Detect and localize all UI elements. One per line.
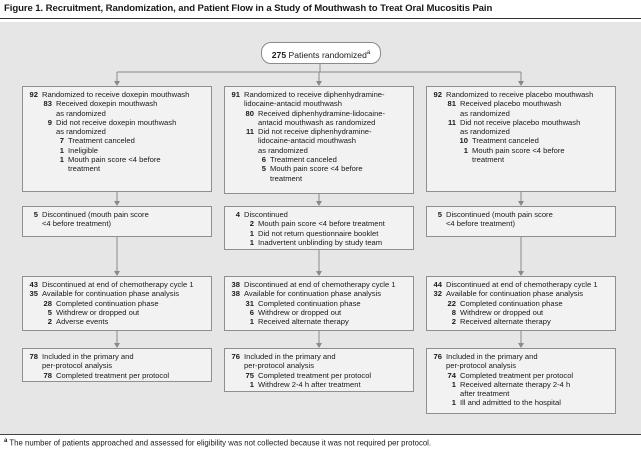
line-count: 91	[231, 90, 240, 99]
line-text: Mouth pain score <4 before	[472, 145, 565, 155]
line-text: Randomized to receive doxepin mouthwash	[42, 90, 190, 99]
box-line	[229, 99, 409, 108]
line-count: 80	[245, 108, 254, 118]
box-line	[431, 299, 611, 308]
box-line	[27, 371, 207, 380]
line-text: Completed treatment per protocol	[56, 370, 170, 380]
box-line	[229, 219, 409, 228]
box-line	[27, 352, 207, 361]
line-count: 10	[459, 136, 468, 146]
line-count: 2	[249, 219, 254, 229]
box-line	[431, 289, 611, 298]
box-discontinued-col1	[22, 206, 212, 237]
box-line	[431, 317, 611, 326]
line-text: treatment	[68, 164, 101, 174]
box-analysis-col2	[224, 348, 414, 392]
line-text: Available for continuation phase analysis	[244, 289, 382, 299]
line-count: 78	[29, 352, 38, 361]
line-count: 76	[231, 352, 240, 361]
box-line	[431, 380, 611, 389]
line-text: Completed continuation phase	[460, 298, 563, 308]
line-count: 2	[451, 317, 456, 327]
bottom-rule	[0, 434, 641, 435]
line-text: after treatment	[460, 389, 510, 399]
line-count: 38	[231, 289, 240, 299]
root-footnote-mark: a	[366, 50, 371, 56]
box-cycle-col3	[426, 276, 616, 331]
footnote-mark: a	[4, 438, 8, 444]
box-line	[27, 136, 207, 145]
box-line	[229, 174, 409, 183]
line-text: Ineligible	[68, 145, 98, 155]
line-count: 74	[447, 370, 456, 380]
line-count: 1	[249, 228, 254, 238]
line-count: 75	[245, 370, 254, 380]
line-text: Received alternate therapy 2-4 h	[460, 379, 571, 389]
box-line	[229, 299, 409, 308]
box-analysis-col1	[22, 348, 212, 382]
box-randomized-col3	[426, 86, 616, 192]
line-text: as randomized	[56, 127, 106, 137]
root-label: Patients randomized	[288, 49, 367, 60]
line-text: Did not receive placebo mouthwash	[460, 117, 581, 127]
line-count: 38	[231, 280, 240, 289]
box-line	[431, 146, 611, 155]
line-count: 78	[43, 370, 52, 380]
line-text: treatment	[472, 155, 505, 165]
box-line	[229, 317, 409, 326]
line-text: Available for continuation phase analysis	[446, 289, 584, 299]
line-count: 6	[249, 307, 254, 317]
line-text: Mouth pain score <4 before	[270, 164, 363, 174]
box-line	[229, 136, 409, 145]
box-cycle-col2	[224, 276, 414, 331]
line-text: as randomized	[460, 127, 510, 137]
line-count: 7	[59, 136, 64, 146]
line-text: per-protocol analysis	[42, 361, 113, 371]
box-discontinued-col3	[426, 206, 616, 237]
box-discontinued-col2	[224, 206, 414, 250]
line-text: Available for continuation phase analysis	[42, 289, 180, 299]
box-line	[431, 398, 611, 407]
line-text: Received placebo mouthwash	[460, 99, 562, 109]
line-text: as randomized	[258, 145, 308, 155]
box-line	[27, 127, 207, 136]
line-text: antacid mouthwash as randomized	[258, 117, 376, 127]
box-line	[229, 118, 409, 127]
box-line	[229, 238, 409, 247]
box-line	[431, 308, 611, 317]
box-line	[27, 109, 207, 118]
line-text: Inadvertent unblinding by study team	[258, 237, 383, 247]
line-count: 5	[47, 307, 52, 317]
line-text: Completed continuation phase	[258, 298, 361, 308]
line-count: 5	[33, 210, 38, 219]
line-count: 92	[433, 90, 442, 99]
line-text: lidocaine-antacid mouthwash	[258, 136, 356, 146]
line-text: Treatment canceled	[472, 136, 539, 146]
line-count: 1	[451, 398, 456, 408]
line-text: Discontinued at end of chemotherapy cycle 1	[446, 280, 598, 289]
box-line	[229, 109, 409, 118]
line-count: 76	[433, 352, 442, 361]
box-line	[229, 380, 409, 389]
line-count: 9	[47, 117, 52, 127]
box-line	[431, 90, 611, 99]
line-count: 83	[43, 99, 52, 109]
box-line	[27, 361, 207, 370]
line-count: 32	[433, 289, 442, 299]
line-text: Discontinued	[244, 210, 288, 219]
box-analysis-col3	[426, 348, 616, 414]
box-line	[27, 280, 207, 289]
box-line	[27, 99, 207, 108]
box-line	[431, 136, 611, 145]
footnote	[4, 438, 638, 448]
line-text: Discontinued at end of chemotherapy cycle 1	[244, 280, 396, 289]
box-cycle-col1	[22, 276, 212, 331]
box-line	[27, 317, 207, 326]
line-text: Did not return questionnaire booklet	[258, 228, 379, 238]
box-line	[431, 210, 611, 219]
box-line	[27, 308, 207, 317]
box-line	[229, 308, 409, 317]
box-line	[431, 155, 611, 164]
box-line	[229, 210, 409, 219]
line-text: Adverse events	[56, 317, 109, 327]
box-line	[229, 155, 409, 164]
line-text: as randomized	[56, 108, 106, 118]
figure-title: Figure 1. Recruitment, Randomization, and Patient Flow in a Study of Mouthwash to Treat Oral Mucositis Pain	[4, 3, 493, 14]
line-count: 28	[43, 298, 52, 308]
line-count: 1	[463, 145, 468, 155]
box-line	[27, 210, 207, 219]
box-line	[229, 127, 409, 136]
box-line	[229, 280, 409, 289]
root-node-randomized	[261, 42, 381, 64]
box-line	[27, 90, 207, 99]
line-text: Received doxepin mouthwash	[56, 99, 158, 109]
line-count: 11	[245, 127, 254, 137]
line-text: Did not receive doxepin mouthwash	[56, 117, 177, 127]
line-text: <4 before treatment)	[446, 219, 516, 229]
line-count: 92	[29, 90, 38, 99]
box-line	[27, 299, 207, 308]
box-line	[229, 371, 409, 380]
box-line	[27, 118, 207, 127]
box-randomized-col2	[224, 86, 414, 194]
line-text: Received diphenhydramine-lidocaine-	[258, 108, 386, 118]
box-line	[229, 352, 409, 361]
box-line	[27, 289, 207, 298]
line-count: 22	[447, 298, 456, 308]
line-count: 2	[47, 317, 52, 327]
line-count: 1	[249, 317, 254, 327]
box-line	[431, 99, 611, 108]
line-text: Received alternate therapy	[258, 317, 349, 327]
line-count: 6	[261, 155, 266, 165]
line-text: Mouth pain score <4 before treatment	[258, 219, 385, 229]
line-text: Included in the primary and	[446, 352, 538, 361]
line-count: 35	[29, 289, 38, 299]
box-line	[431, 280, 611, 289]
box-line	[27, 164, 207, 173]
line-count: 43	[29, 280, 38, 289]
line-count: 1	[59, 145, 64, 155]
line-text: Discontinued (mouth pain score	[42, 210, 149, 219]
line-text: per-protocol analysis	[446, 361, 517, 371]
line-text: <4 before treatment)	[42, 219, 112, 229]
line-count: 81	[447, 99, 456, 109]
line-text: Included in the primary and	[42, 352, 134, 361]
box-randomized-col1	[22, 86, 212, 192]
root-count: 275	[271, 49, 287, 60]
line-text: treatment	[270, 173, 303, 183]
line-text: Completed continuation phase	[56, 298, 159, 308]
box-line	[431, 352, 611, 361]
box-line	[27, 146, 207, 155]
line-text: Discontinued at end of chemotherapy cycle 1	[42, 280, 194, 289]
line-text: Treatment canceled	[270, 155, 337, 165]
line-text: Did not receive diphenhydramine-	[258, 127, 372, 137]
line-count: 1	[59, 155, 64, 165]
box-line	[431, 109, 611, 118]
box-line	[431, 219, 611, 228]
line-text: Completed treatment per protocol	[460, 370, 574, 380]
line-count: 1	[249, 379, 254, 389]
box-line	[431, 361, 611, 370]
line-text: Discontinued (mouth pain score	[446, 210, 553, 219]
box-line	[229, 146, 409, 155]
line-text: as randomized	[460, 108, 510, 118]
box-line	[431, 127, 611, 136]
line-text: Completed treatment per protocol	[258, 370, 372, 380]
line-text: per-protocol analysis	[244, 361, 315, 371]
box-line	[229, 90, 409, 99]
line-text: lidocaine-antacid mouthwash	[244, 99, 342, 109]
box-line	[229, 361, 409, 370]
line-text: Included in the primary and	[244, 352, 336, 361]
line-count: 44	[433, 280, 442, 289]
line-count: 31	[245, 298, 254, 308]
box-line	[229, 229, 409, 238]
line-count: 11	[447, 117, 456, 127]
line-count: 5	[261, 164, 266, 174]
line-text: Treatment canceled	[68, 136, 135, 146]
line-text: Randomized to receive placebo mouthwash	[446, 90, 594, 99]
line-count: 1	[451, 379, 456, 389]
line-text: Received alternate therapy	[460, 317, 551, 327]
line-count: 8	[451, 307, 456, 317]
box-line	[229, 289, 409, 298]
box-line	[27, 219, 207, 228]
box-line	[431, 389, 611, 398]
box-line	[27, 155, 207, 164]
line-text: Ill and admitted to the hospital	[460, 398, 561, 408]
line-text: Withdrew or dropped out	[258, 307, 342, 317]
line-text: Mouth pain score <4 before	[68, 155, 161, 165]
box-line	[431, 371, 611, 380]
box-line	[431, 118, 611, 127]
line-count: 5	[437, 210, 442, 219]
line-text: Withdrew 2-4 h after treatment	[258, 379, 361, 389]
footnote-text: The number of patients approached and assessed for eligibility was not collected because it was not required per protocol.	[9, 438, 432, 448]
line-count: 4	[235, 210, 240, 219]
line-text: Randomized to receive diphenhydramine-	[244, 90, 385, 99]
line-text: Withdrew or dropped out	[56, 307, 140, 317]
box-line	[229, 164, 409, 173]
line-text: Withdrew or dropped out	[460, 307, 544, 317]
line-count: 1	[249, 237, 254, 247]
